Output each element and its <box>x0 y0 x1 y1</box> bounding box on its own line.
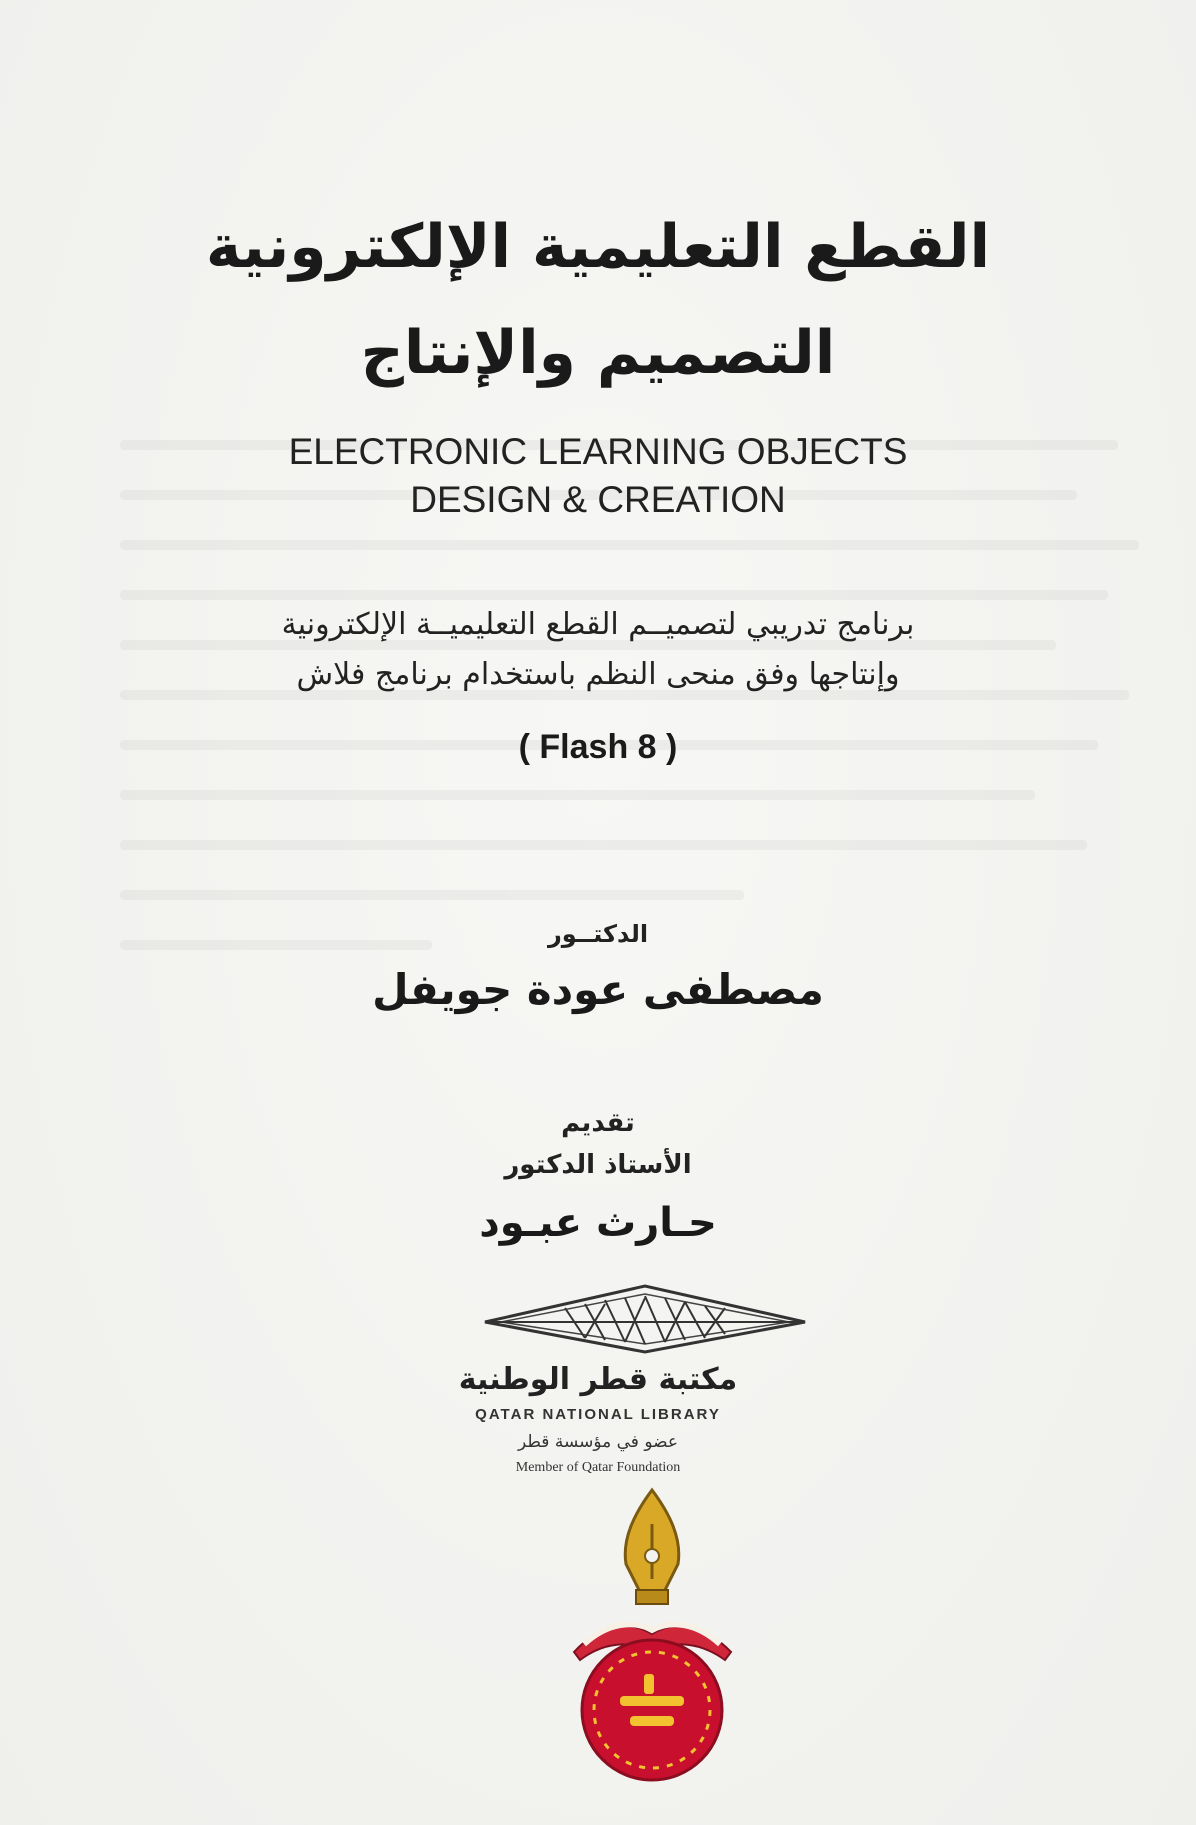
english-title-line1: ELECTRONIC LEARNING OBJECTS <box>288 431 908 472</box>
english-title <box>0 428 1196 524</box>
foreword-label: تقديم <box>561 1108 635 1138</box>
foreword-name: حـارث عبـود <box>479 1200 717 1246</box>
program-description <box>0 600 1196 700</box>
software-name: ( Flash 8 ) <box>518 728 678 766</box>
arabic-subtitle: التصميم والإنتاج <box>360 318 836 388</box>
library-name-english: QATAR NATIONAL LIBRARY <box>475 1406 721 1423</box>
library-member-arabic: عضو في مؤسسة قطر <box>517 1432 679 1452</box>
english-title-line2: DESIGN & CREATION <box>410 479 786 520</box>
arabic-title: القطع التعليمية الإلكترونية <box>205 212 991 282</box>
library-name-arabic: مكتبة قطر الوطنية <box>458 1362 738 1397</box>
library-member-english: Member of Qatar Foundation <box>515 1460 681 1475</box>
library-emblem-icon <box>475 1278 815 1358</box>
program-line1: برنامج تدريبي لتصميــم القطع التعليميــة الإلكترونية <box>281 607 915 642</box>
publisher-logo-icon <box>560 1484 745 1784</box>
foreword-title: الأستاذ الدكتور <box>504 1150 692 1180</box>
author-label: الدكتــور <box>547 920 649 948</box>
program-line2: وإنتاجها وفق منحى النظم باستخدام برنامج فلاش <box>296 657 900 692</box>
author-name: مصطفى عودة جويفل <box>372 965 824 1014</box>
